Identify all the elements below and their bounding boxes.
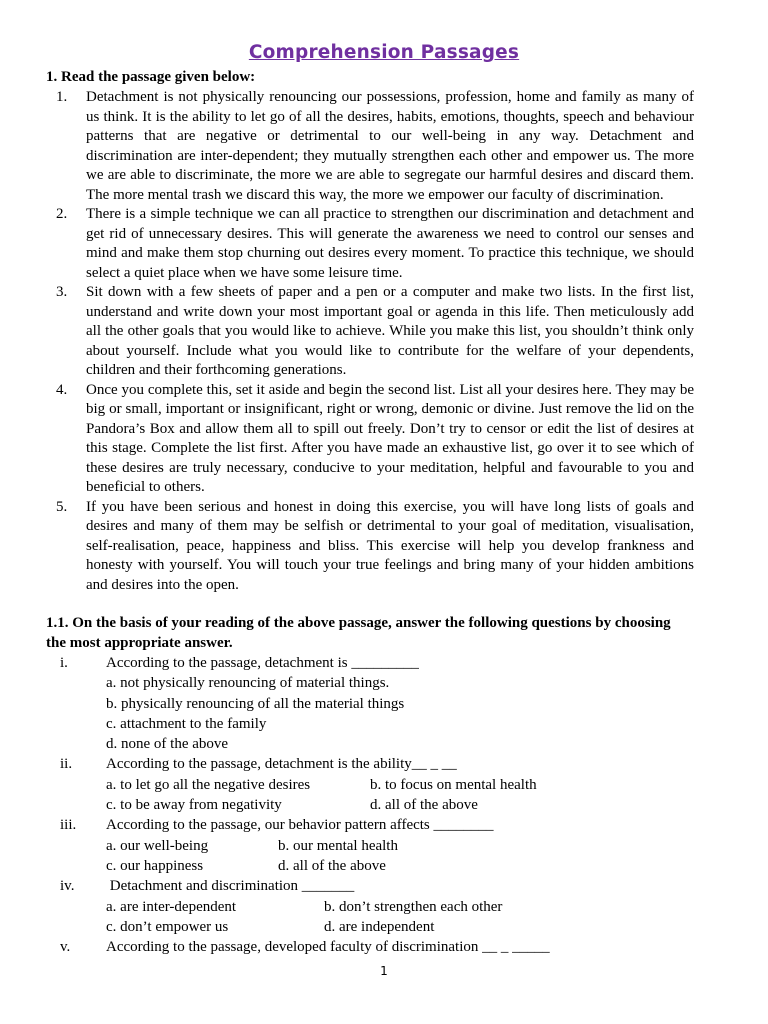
questions-heading: 1.1. On the basis of your reading of the above passage, answer the following questions by choosing the most appropriate answer.	[46, 615, 671, 651]
question-number: i.	[60, 655, 68, 671]
question-4	[46, 876, 694, 896]
page-number: 1	[380, 964, 388, 978]
question-1	[46, 653, 694, 673]
paragraph-text: Sit down with a few sheets of paper and a pen or a computer and make two lists. In the first list, understand and write down your most important goal or agenda in this life. Then meticulously add all the other goals that you would like to achieve. While you make this list, you shouldn’t think only about yourself. Include what you would like to contribute for the welfare of your dependents, children and their forthcoming generations.	[86, 284, 694, 378]
paragraph-number: 1.	[56, 89, 68, 105]
option-letter: b.	[106, 695, 118, 712]
page-title: Comprehension Passages	[248, 42, 520, 63]
question-number: ii.	[60, 756, 73, 773]
question-list	[46, 653, 694, 957]
question-4-option-a[interactable]: a. are inter-dependent	[106, 898, 237, 915]
paragraph-number: 4.	[56, 381, 68, 398]
question-4-options-row-2	[46, 917, 694, 937]
question-3	[46, 815, 694, 835]
paragraph-4	[46, 381, 694, 498]
question-4-option-c[interactable]: c. don’t empower us	[106, 918, 229, 935]
paragraph-text: Detachment is not physically renouncing our possessions, profession, home and family as many of us think. It is the ability to let go of all the desires, habits, emotions, thoughts, speech and behaviour patterns that are negative or detrimental to our well-being in any way. Detachment and discrimination are inter-dependent; they mutually strengthen each other and empower us. The more we are able to discriminate, the more we are able to segregate our harmful desires and discard them. The more mental trash we discard this way, the more we empower our faculty of discrimination.	[86, 89, 694, 203]
question-4-option-b[interactable]: b. don’t strengthen each other	[324, 898, 503, 915]
question-4-options-row-1	[46, 897, 694, 917]
section-heading: 1. Read the passage given below:	[46, 69, 256, 85]
question-3-option-c[interactable]: c. our happiness	[106, 857, 204, 874]
question-3-option-a[interactable]: a. our well-being	[106, 837, 209, 854]
paragraph-2	[46, 205, 694, 283]
paragraph-number: 2.	[56, 206, 68, 222]
question-3-option-b[interactable]: b. our mental health	[278, 837, 398, 854]
option-letter: d.	[106, 736, 118, 753]
question-1-option-c[interactable]	[46, 714, 694, 734]
option-text: physically renouncing of all the material things	[121, 695, 405, 712]
option-text: not physically renouncing of material things.	[120, 675, 390, 692]
option-letter: a.	[106, 675, 117, 692]
question-text: According to the passage, developed faculty of discrimination __ _ _____	[106, 939, 550, 956]
paragraph-number: 3.	[56, 284, 68, 300]
question-3-option-d[interactable]: d. all of the above	[278, 857, 386, 874]
question-number: iv.	[60, 878, 75, 895]
paragraph-text: Once you complete this, set it aside and begin the second list. List all your desires here. They may be big or small, important or insignificant, right or wrong, demonic or divine. Just remove the lid on the Pandora’s Box and allow them all to spill out freely. Don’t try to censor or edit the list of desires at this stage. Complete the list first. After you have made an exhaustive list, go over it to see which of these desires are truly necessary, conducive to your meditation, helpful and favourable to you and beneficial to others.	[86, 381, 694, 495]
paragraph-1	[46, 88, 694, 205]
question-5	[46, 937, 694, 957]
paragraph-text: If you have been serious and honest in doing this exercise, you will have long lists of goals and desires and many of them may be selfish or detrimental to your goal of meditation, visualisation, self-realisation, peace, happiness and bliss. This exercise will help you develop frankness and honesty with yourself. You will touch your true feelings and bring many of your hidden ambitions and desires into the open.	[86, 498, 694, 593]
question-3-options-row-2	[46, 856, 694, 876]
question-3-options-row-1	[46, 836, 694, 856]
question-1-option-d[interactable]	[46, 734, 694, 754]
paragraph-3	[46, 283, 694, 381]
option-text: none of the above	[121, 736, 229, 753]
question-text: Detachment and discrimination _______	[106, 878, 355, 895]
question-1-option-b[interactable]	[46, 694, 694, 714]
question-2-option-d[interactable]: d. all of the above	[370, 797, 478, 814]
question-2	[46, 754, 694, 774]
question-number: iii.	[60, 817, 77, 834]
option-text: attachment to the family	[120, 715, 267, 732]
paragraph-text: There is a simple technique we can all practice to strengthen our discrimination and detachment and get rid of unnecessary desires. This will generate the awareness we need to control our senses and mind and make them stop churning out desires every moment. To practice this technique, we should select a quiet place when we have some leisure time.	[86, 206, 694, 281]
question-2-option-c[interactable]: c. to be away from negativity	[106, 797, 282, 814]
paragraph-5	[46, 498, 694, 596]
question-number: v.	[60, 939, 71, 956]
question-text: According to the passage, detachment is the ability__ _ __	[106, 756, 457, 773]
question-2-option-a[interactable]: a. to let go all the negative desires	[106, 776, 311, 793]
question-4-option-d[interactable]: d. are independent	[324, 918, 435, 935]
option-letter: c.	[106, 715, 117, 732]
paragraph-number: 5.	[56, 498, 68, 515]
passage	[46, 88, 694, 595]
question-2-options-row-2	[46, 795, 694, 815]
question-text: According to the passage, detachment is _________	[106, 655, 419, 671]
question-2-option-b[interactable]: b. to focus on mental health	[370, 776, 537, 793]
question-text: According to the passage, our behavior pattern affects ________	[106, 817, 494, 834]
question-2-options-row-1	[46, 775, 694, 795]
question-1-option-a[interactable]	[46, 673, 694, 693]
